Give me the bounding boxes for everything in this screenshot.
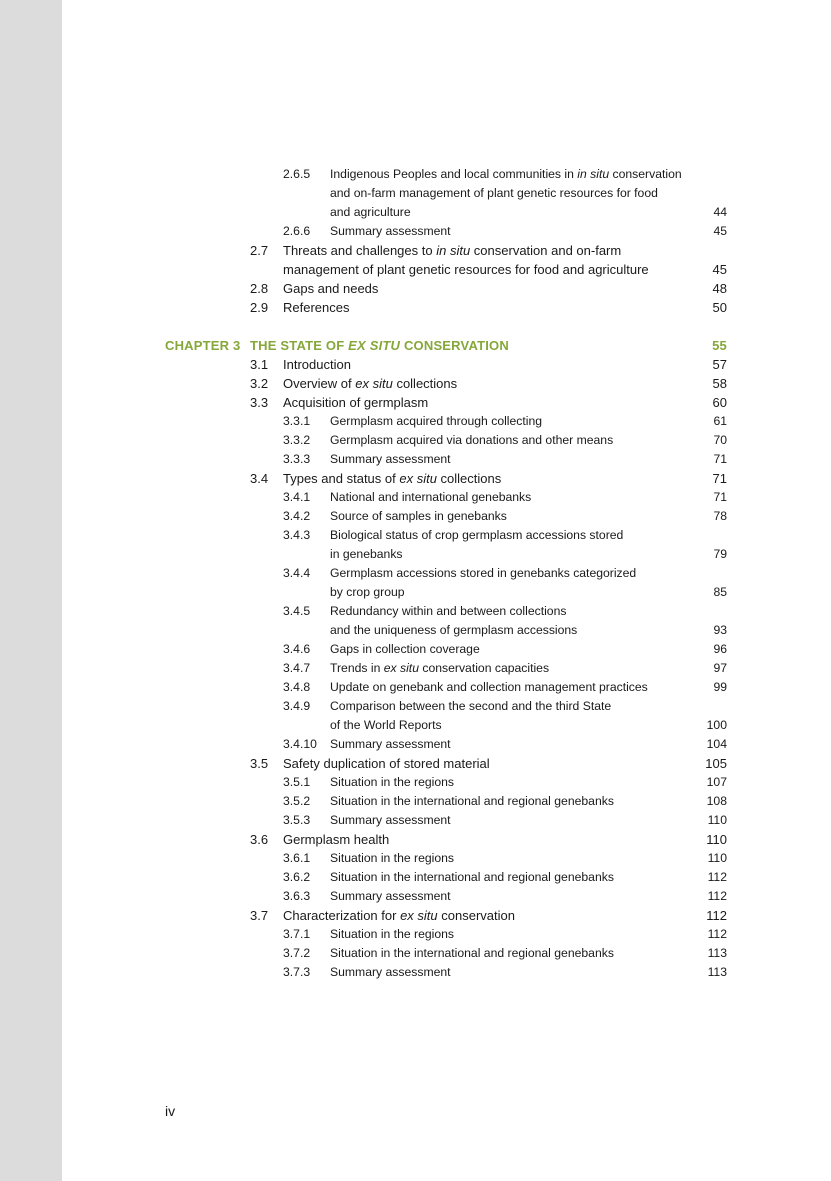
title-text: of the World Reports	[330, 718, 442, 732]
subsection-entry[interactable]	[0, 735, 831, 754]
page-number-ref: 110	[706, 832, 727, 847]
page-number-ref: 61	[713, 414, 727, 428]
page-number-ref: 113	[707, 965, 727, 979]
subsection-entry[interactable]	[0, 488, 831, 507]
entry-title	[330, 184, 658, 203]
entry-title	[330, 507, 507, 526]
entry-title	[330, 887, 451, 906]
italic-term: ex situ	[399, 471, 437, 486]
entry-number: 3.1	[250, 357, 269, 372]
title-text: Redundancy within and between collections	[330, 604, 567, 618]
title-text: Characterization for	[283, 908, 401, 923]
page-number-ref: 104	[706, 737, 727, 751]
subsection-entry[interactable]	[0, 868, 831, 887]
italic-term: ex situ	[355, 376, 393, 391]
entry-title	[330, 431, 613, 450]
title-text: management of plant genetic resources for food and agriculture	[283, 262, 649, 277]
entry-number: 3.7.1	[283, 927, 311, 941]
entry-title	[283, 241, 621, 260]
title-text: National and international genebanks	[330, 490, 532, 504]
title-text: Situation in the international and regional genebanks	[330, 870, 614, 884]
title-text: Germplasm accessions stored in genebanks categorized	[330, 566, 637, 580]
title-text: Situation in the international and regional genebanks	[330, 946, 614, 960]
page-number-ref: 112	[707, 889, 727, 903]
page-number-ref: 97	[713, 661, 727, 675]
title-text: Trends in	[330, 661, 384, 675]
italic-term: ex situ	[400, 908, 438, 923]
entry-title	[330, 165, 682, 184]
entry-title	[283, 374, 457, 393]
entry-number: 3.4	[250, 471, 269, 486]
subsection-entry[interactable]	[0, 640, 831, 659]
entry-number: 3.3.3	[283, 452, 311, 466]
title-text: Summary assessment	[330, 965, 451, 979]
page-number-ref: 100	[706, 718, 727, 732]
page-number-ref: 96	[713, 642, 727, 656]
entry-number: 2.8	[250, 281, 269, 296]
title-text: collections	[392, 376, 458, 391]
subsection-entry[interactable]	[0, 450, 831, 469]
subsection-entry[interactable]	[0, 222, 831, 241]
entry-number: 3.5.2	[283, 794, 311, 808]
entry-title	[283, 469, 501, 488]
page-number-ref: 93	[713, 623, 727, 637]
entry-title	[330, 716, 442, 735]
entry-number: 3.4.6	[283, 642, 311, 656]
subsection-entry[interactable]	[0, 887, 831, 906]
section-entry[interactable]	[0, 469, 831, 488]
entry-number: 3.3	[250, 395, 269, 410]
page-number-ref: 70	[713, 433, 727, 447]
entry-number: 3.4.3	[283, 528, 311, 542]
title-text: Germplasm acquired through collecting	[330, 414, 543, 428]
title-text: Source of samples in genebanks	[330, 509, 507, 523]
entry-title	[330, 925, 454, 944]
subsection-entry[interactable]	[0, 678, 831, 697]
title-text: Types and status of	[283, 471, 400, 486]
entry-title	[330, 412, 542, 431]
entry-title	[330, 526, 623, 545]
entry-title	[330, 697, 611, 716]
page-number-ref: 112	[706, 908, 727, 923]
entry-title	[330, 640, 480, 659]
page-number-ref: 85	[713, 585, 727, 599]
entry-title	[330, 868, 614, 887]
title-text: Summary assessment	[330, 737, 451, 751]
title-text: Biological status of crop germplasm accessions stored	[330, 528, 624, 542]
subsection-entry[interactable]	[0, 184, 831, 203]
entry-number: 3.4.5	[283, 604, 311, 618]
title-text: in genebanks	[330, 547, 403, 561]
page-number-ref: 44	[713, 205, 727, 219]
title-text: Overview of	[283, 376, 356, 391]
entry-title	[330, 659, 549, 678]
page-number-ref: 110	[707, 813, 727, 827]
entry-title	[283, 906, 515, 925]
page-number-ref: 113	[707, 946, 727, 960]
entry-number: 3.4.1	[283, 490, 311, 504]
entry-number: 3.4.8	[283, 680, 311, 694]
entry-title	[330, 564, 636, 583]
entry-number: 3.5.3	[283, 813, 311, 827]
entry-title	[330, 450, 451, 469]
page-number-ref: 107	[706, 775, 727, 789]
entry-number: 3.4.2	[283, 509, 311, 523]
section-entry[interactable]	[0, 754, 831, 773]
entry-number: 3.3.2	[283, 433, 311, 447]
entry-title	[330, 773, 454, 792]
subsection-entry[interactable]	[0, 849, 831, 868]
entry-title	[330, 203, 411, 222]
entry-number: 3.3.1	[283, 414, 311, 428]
page-number-ref: 50	[712, 300, 727, 315]
title-text: conservation and on-farm	[470, 243, 622, 258]
subsection-entry[interactable]	[0, 773, 831, 792]
subsection-entry[interactable]	[0, 697, 831, 716]
entry-title	[250, 336, 509, 355]
title-text: Summary assessment	[330, 452, 451, 466]
page-number-ref: 45	[713, 224, 727, 238]
entry-number: 3.6.2	[283, 870, 311, 884]
title-text: Gaps and needs	[283, 281, 379, 296]
section-entry[interactable]	[0, 241, 831, 260]
subsection-entry[interactable]	[0, 545, 831, 564]
page-number-ref: 58	[712, 376, 727, 391]
title-text: Summary assessment	[330, 889, 451, 903]
italic-term: in situ	[577, 167, 610, 181]
entry-title	[283, 355, 351, 374]
entry-title	[330, 849, 454, 868]
section-entry[interactable]	[0, 260, 831, 279]
entry-number: 3.7.3	[283, 965, 311, 979]
page-number-ref: 55	[712, 338, 727, 353]
entry-number: 3.4.9	[283, 699, 311, 713]
entry-title	[330, 678, 648, 697]
subsection-entry[interactable]	[0, 507, 831, 526]
entry-title	[283, 260, 649, 279]
title-text: CONSERVATION	[400, 338, 509, 353]
title-text: by crop group	[330, 585, 405, 599]
entry-number: 3.6	[250, 832, 269, 847]
page-number-ref: 45	[712, 262, 727, 277]
entry-title	[330, 735, 451, 754]
title-text: and on-farm management of plant genetic resources for food	[330, 186, 658, 200]
entry-title	[330, 222, 451, 241]
title-text: Situation in the regions	[330, 927, 454, 941]
page-number-ref: 71	[713, 452, 727, 466]
entry-number: 3.4.10	[283, 737, 317, 751]
entry-number: 2.6.6	[283, 224, 311, 238]
section-entry[interactable]	[0, 279, 831, 298]
subsection-entry[interactable]	[0, 925, 831, 944]
title-text: Indigenous Peoples and local communities in	[330, 167, 578, 181]
entry-number: 3.4.7	[283, 661, 311, 675]
page-number-ref: 71	[712, 471, 727, 486]
italic-term: ex situ	[383, 661, 419, 675]
entry-number: 3.6.3	[283, 889, 311, 903]
entry-number: 3.5	[250, 756, 269, 771]
subsection-entry[interactable]	[0, 621, 831, 640]
subsection-entry[interactable]	[0, 412, 831, 431]
entry-title	[330, 792, 614, 811]
title-text: Gaps in collection coverage	[330, 642, 480, 656]
title-text: Summary assessment	[330, 224, 451, 238]
title-text: and agriculture	[330, 205, 411, 219]
page-number-ref: 48	[712, 281, 727, 296]
entry-title	[330, 944, 614, 963]
page-number-ref: 60	[712, 395, 727, 410]
subsection-entry[interactable]	[0, 792, 831, 811]
entry-title	[330, 963, 451, 982]
subsection-entry[interactable]	[0, 431, 831, 450]
italic-term: EX SITU	[348, 338, 401, 353]
section-entry[interactable]	[0, 830, 831, 849]
page-number-ref: 79	[713, 547, 727, 561]
page-number-ref: 71	[713, 490, 727, 504]
entry-title	[330, 583, 405, 602]
title-text: Introduction	[283, 357, 351, 372]
italic-term: in situ	[436, 243, 471, 258]
subsection-entry[interactable]	[0, 165, 831, 184]
title-text: THE STATE OF	[250, 338, 349, 353]
title-text: Update on genebank and collection management practices	[330, 680, 648, 694]
entry-number: 2.6.5	[283, 167, 311, 181]
page-number-ref: 57	[712, 357, 727, 372]
subsection-entry[interactable]	[0, 583, 831, 602]
title-text: Acquisition of germplasm	[283, 395, 429, 410]
chapter-entry[interactable]	[0, 336, 831, 355]
entry-title	[283, 393, 428, 412]
title-text: Situation in the regions	[330, 851, 454, 865]
entry-title	[283, 279, 378, 298]
entry-number: 3.7	[250, 908, 269, 923]
subsection-entry[interactable]	[0, 564, 831, 583]
section-entry[interactable]	[0, 906, 831, 925]
entry-number: 3.2	[250, 376, 269, 391]
entry-title	[330, 621, 577, 640]
entry-title	[330, 488, 531, 507]
title-text: conservation	[437, 908, 515, 923]
subsection-entry[interactable]	[0, 944, 831, 963]
subsection-entry[interactable]	[0, 963, 831, 982]
entry-title	[330, 811, 451, 830]
title-text: Germplasm health	[283, 832, 390, 847]
entry-number: 2.9	[250, 300, 269, 315]
section-entry[interactable]	[0, 355, 831, 374]
title-text: Situation in the international and regional genebanks	[330, 794, 614, 808]
entry-number: 3.6.1	[283, 851, 311, 865]
page-number: iv	[165, 1103, 176, 1119]
entry-number: CHAPTER 3	[165, 338, 241, 353]
entry-title	[283, 754, 490, 773]
title-text: Comparison between the second and the third State	[330, 699, 612, 713]
subsection-entry[interactable]	[0, 526, 831, 545]
entry-number: 3.7.2	[283, 946, 311, 960]
page-number-ref: 108	[706, 794, 727, 808]
subsection-entry[interactable]	[0, 716, 831, 735]
title-text: Threats and challenges to	[283, 243, 437, 258]
title-text: Safety duplication of stored material	[283, 756, 490, 771]
page-number-ref: 105	[705, 756, 727, 771]
section-entry[interactable]	[0, 298, 831, 317]
section-entry[interactable]	[0, 393, 831, 412]
title-text: conservation capacities	[418, 661, 550, 675]
section-entry[interactable]	[0, 374, 831, 393]
entry-title	[330, 602, 566, 621]
title-text: Summary assessment	[330, 813, 451, 827]
entry-number: 3.5.1	[283, 775, 311, 789]
page-number-ref: 99	[713, 680, 727, 694]
title-text: and the uniqueness of germplasm accessions	[330, 623, 578, 637]
page-number-ref: 78	[713, 509, 727, 523]
entry-title	[330, 545, 403, 564]
entry-number: 2.7	[250, 243, 269, 258]
entry-title	[283, 298, 349, 317]
subsection-entry[interactable]	[0, 659, 831, 678]
title-text: collections	[436, 471, 502, 486]
page-number-ref: 112	[707, 927, 727, 941]
title-text: Situation in the regions	[330, 775, 454, 789]
entry-title	[283, 830, 389, 849]
subsection-entry[interactable]	[0, 203, 831, 222]
subsection-entry[interactable]	[0, 602, 831, 621]
title-text: References	[283, 300, 350, 315]
title-text: conservation	[609, 167, 682, 181]
entry-number: 3.4.4	[283, 566, 311, 580]
subsection-entry[interactable]	[0, 811, 831, 830]
page-number-ref: 112	[707, 870, 727, 884]
page-number-ref: 110	[707, 851, 727, 865]
title-text: Germplasm acquired via donations and other means	[330, 433, 614, 447]
